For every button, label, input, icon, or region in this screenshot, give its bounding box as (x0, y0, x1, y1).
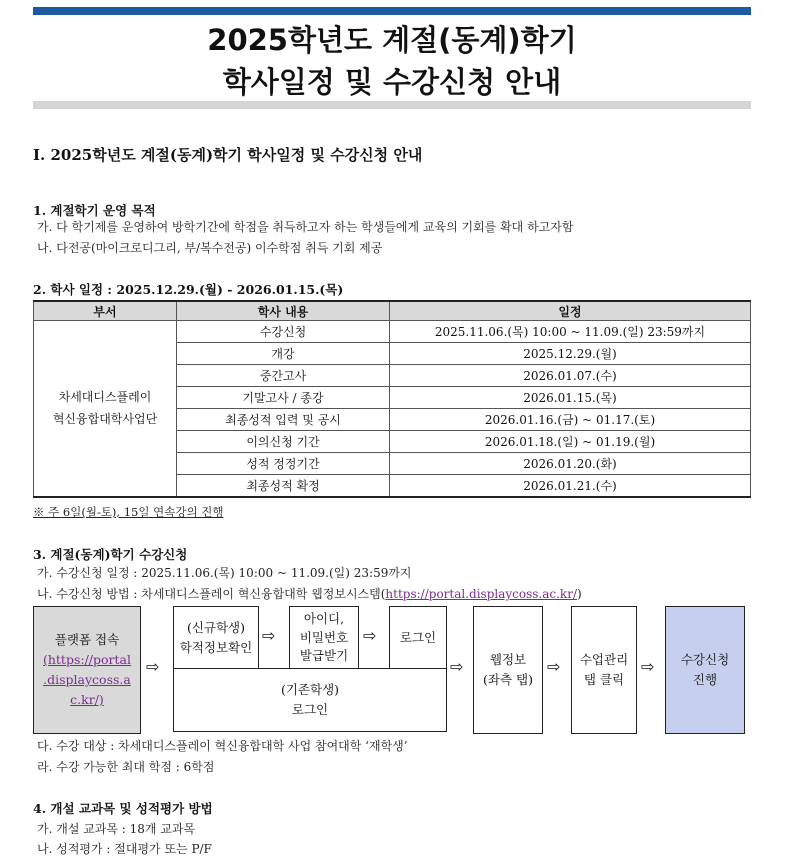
flow-arrow-icon: ⇨ (262, 626, 276, 645)
s3-item-c: 다. 수강 대상 : 차세대디스플레이 혁신융합대학 사업 참여대학 ‘재학생’ (37, 739, 408, 753)
flow-webinfo-box (473, 606, 543, 734)
s3-item-d: 라. 수강 가능한 최대 학점 : 6학점 (37, 760, 215, 774)
row-date: 2026.01.15.(목) (390, 387, 751, 409)
page-title-line1: 2025학년도 계절(동계)학기 (207, 23, 577, 57)
flow-existing-box (173, 668, 447, 732)
flow-existing-2: 로그인 (291, 702, 329, 717)
flow-platform-link-1: (https://portal (42, 652, 131, 667)
row-date: 2025.11.06.(목) 10:00 ~ 11.09.(일) 23:59까지 (390, 321, 751, 343)
s4-item-a: 가. 개설 교과목 : 18개 교과목 (37, 822, 196, 836)
flow-arrow-icon: ⇨ (146, 657, 160, 676)
row-content: 최종성적 확정 (177, 475, 390, 498)
flow-id-2: 비밀번호 (299, 629, 349, 645)
row-content: 기말고사 / 종강 (177, 387, 390, 409)
flow-platform-box (33, 606, 141, 734)
flow-enroll-1: 수강신청 (680, 652, 730, 667)
row-content: 개강 (177, 343, 390, 365)
dept-cell (34, 321, 177, 498)
flow-enroll-2: 진행 (692, 672, 718, 687)
row-date: 2025.12.29.(월) (390, 343, 751, 365)
row-date: 2026.01.18.(일) ~ 01.19.(월) (390, 431, 751, 453)
flow-platform-link[interactable] (43, 650, 131, 710)
col-header-content: 학사 내용 (177, 301, 390, 321)
flow-enroll-box (665, 606, 745, 734)
dept-line2: 혁신융합대학사업단 (52, 411, 158, 426)
flow-arrow-icon: ⇨ (363, 626, 377, 645)
s4-heading: 4. 개설 교과목 및 성적평가 방법 (33, 801, 213, 816)
flow-new-student-1: (신규학생) (186, 620, 246, 635)
row-date: 2026.01.20.(화) (390, 453, 751, 475)
page-title-line2: 학사일정 및 수강신청 안내 (222, 65, 562, 99)
row-content: 이의신청 기간 (177, 431, 390, 453)
flow-platform-label: 플랫폼 접속 (54, 632, 120, 647)
dept-line1: 차세대디스플레이 (58, 389, 152, 404)
row-content: 중간고사 (177, 365, 390, 387)
flow-login-new: 로그인 (399, 630, 437, 645)
flow-class-mgmt-box (571, 606, 637, 734)
table-row (34, 321, 751, 343)
col-header-dept: 부서 (34, 301, 177, 321)
flow-id-box (289, 606, 359, 670)
flow-existing-1: (기존학생) (280, 682, 340, 697)
flow-id-1: 아이디, (303, 610, 345, 626)
flow-login-new-box (389, 606, 447, 670)
flow-new-student-box (173, 606, 259, 670)
flow-platform-link-3: c.kr/) (70, 692, 104, 707)
top-accent-bar (33, 7, 751, 15)
s3-item-b (37, 585, 582, 602)
flow-webinfo-2: (좌측 탭) (483, 672, 533, 687)
s2-heading: 2. 학사 일정 : 2025.12.29.(월) - 2026.01.15.(목) (33, 282, 344, 297)
s4-item-b: 나. 성적평가 : 절대평가 또는 P/F (37, 842, 212, 856)
row-date: 2026.01.07.(수) (390, 365, 751, 387)
s3-item-a: 가. 수강신청 일정 : 2025.11.06.(목) 10:00 ~ 11.09.(일) 23:59까지 (37, 566, 412, 580)
flow-class-mgmt-2: 탭 클릭 (583, 672, 625, 687)
s3-item-b-suffix: ) (576, 587, 582, 601)
s3-item-b-prefix: 나. 수강신청 방법 : 차세대디스플레이 혁신융합대학 웹정보시스템( (37, 587, 386, 601)
row-content: 최종성적 입력 및 공시 (177, 409, 390, 431)
row-content: 수강신청 (177, 321, 390, 343)
flow-arrow-icon: ⇨ (450, 657, 464, 676)
flow-arrow-icon: ⇨ (641, 657, 655, 676)
schedule-note: ※ 주 6일(월-토), 15일 연속강의 진행 (33, 505, 224, 519)
row-date: 2026.01.16.(금) ~ 01.17.(토) (390, 409, 751, 431)
schedule-table (33, 300, 751, 498)
flow-new-student-2: 학적정보확인 (179, 640, 253, 655)
flow-arrow-icon: ⇨ (547, 657, 561, 676)
s1-heading: 1. 계절학기 운영 목적 (33, 203, 156, 218)
title-divider (33, 101, 751, 109)
flow-platform-link-2: .displaycoss.a (43, 672, 131, 687)
col-header-date: 일정 (390, 301, 751, 321)
s3-heading: 3. 계절(동계)학기 수강신청 (33, 547, 188, 562)
flow-class-mgmt-1: 수업관리 (579, 652, 629, 667)
s1-item-b: 나. 다전공(마이크로디그리, 부/복수전공) 이수학점 취득 기회 제공 (37, 241, 383, 255)
flow-webinfo-1: 웹정보 (489, 652, 527, 667)
flow-id-3: 발급받기 (299, 648, 349, 664)
portal-link[interactable]: https://portal.displaycoss.ac.kr/ (385, 587, 577, 601)
section-main-heading: I. 2025학년도 계절(동계)학기 학사일정 및 수강신청 안내 (33, 146, 423, 164)
row-content: 성적 정정기간 (177, 453, 390, 475)
s1-item-a: 가. 다 학기제를 운영하여 방학기간에 학점을 취득하고자 하는 학생들에게 교육의 기회를 확대 하고자함 (37, 220, 574, 234)
row-date: 2026.01.21.(수) (390, 475, 751, 498)
